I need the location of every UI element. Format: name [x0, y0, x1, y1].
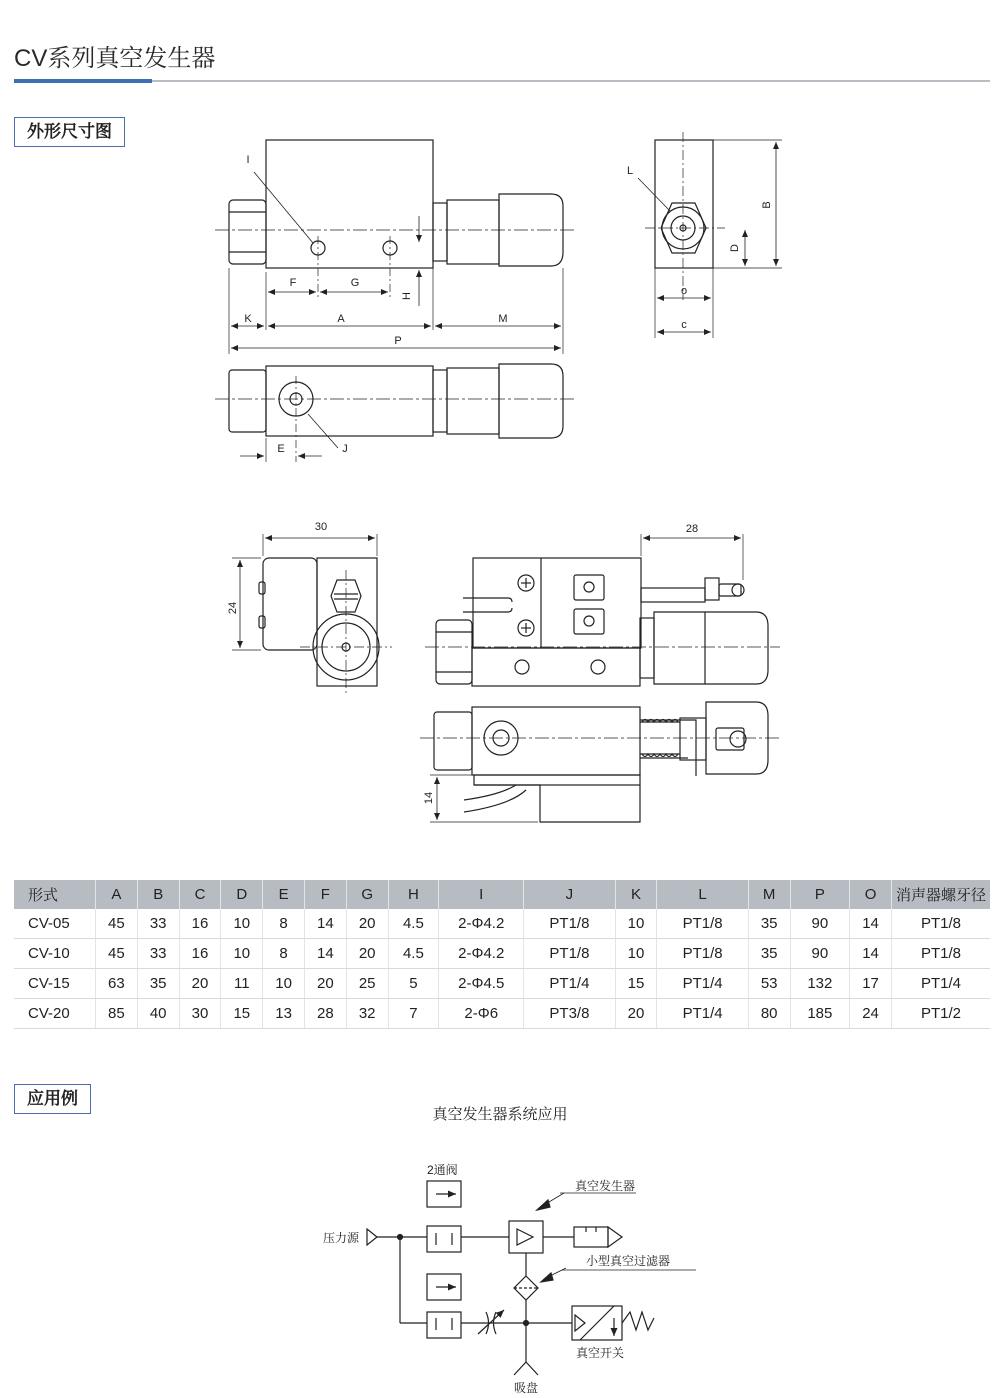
label-vacuum-switch: 真空开关 [576, 1346, 625, 1360]
label-K: K [244, 313, 252, 325]
table-cell: 20 [179, 969, 221, 999]
table-cell: 2-Φ6 [439, 999, 524, 1029]
table-cell: CV-10 [14, 939, 96, 969]
table-cell: 85 [96, 999, 138, 1029]
label-I: I [246, 154, 250, 166]
header-cell: G [346, 880, 388, 909]
label-L: L [626, 165, 634, 177]
table-cell: 30 [179, 999, 221, 1029]
header-cell: 形式 [14, 880, 96, 909]
table-cell: 185 [790, 999, 850, 1029]
label-suction-cup: 吸盘 [514, 1381, 539, 1395]
table-cell: 8 [263, 939, 305, 969]
two-way-valve-lower [427, 1274, 461, 1338]
header-cell: B [137, 880, 179, 909]
table-cell: 2-Φ4.2 [439, 939, 524, 969]
table-cell: 10 [615, 939, 657, 969]
header-cell: 消声器螺牙径 [892, 880, 991, 909]
table-cell: 16 [179, 939, 221, 969]
table-cell: 80 [748, 999, 790, 1029]
table-cell: 2-Φ4.2 [439, 909, 524, 939]
table-cell: 63 [96, 969, 138, 999]
header-cell: L [657, 880, 748, 909]
vacuum-switch-symbol [572, 1306, 654, 1340]
table-cell: 25 [346, 969, 388, 999]
header-cell: K [615, 880, 657, 909]
label-A: A [337, 313, 345, 325]
table-cell: 35 [748, 909, 790, 939]
table-cell: CV-15 [14, 969, 96, 999]
header-cell: A [96, 880, 138, 909]
label-E: E [277, 443, 285, 455]
table-cell: 14 [304, 909, 346, 939]
table-cell: PT1/8 [657, 909, 748, 939]
label-P: P [394, 335, 402, 347]
table-cell: 132 [790, 969, 850, 999]
label-M: M [498, 313, 508, 325]
header-cell: F [304, 880, 346, 909]
label-c: c [681, 319, 687, 331]
table-cell: 28 [304, 999, 346, 1029]
label-vacuum-generator: 真空发生器 [575, 1179, 636, 1193]
table-cell: 40 [137, 999, 179, 1029]
table-cell: 20 [304, 969, 346, 999]
table-cell: 35 [748, 939, 790, 969]
label-o: o [680, 285, 688, 297]
table-cell: 24 [850, 999, 892, 1029]
table-cell: PT1/8 [524, 939, 615, 969]
table-cell: 13 [263, 999, 305, 1029]
table-cell: PT1/8 [892, 939, 991, 969]
table-cell: 45 [96, 939, 138, 969]
table-cell: 32 [346, 999, 388, 1029]
table-cell: 15 [615, 969, 657, 999]
table-cell: PT1/2 [892, 999, 991, 1029]
application-title: 真空发生器系统应用 [432, 1106, 568, 1123]
table-cell: 4.5 [388, 909, 439, 939]
pressure-source-symbol [367, 1229, 377, 1245]
label-B: B [761, 201, 773, 209]
label-D: D [729, 244, 741, 252]
label-mini-vacuum-filter: 小型真空过滤器 [586, 1254, 671, 1268]
section-label-application: 应用例 [14, 1084, 91, 1114]
table-cell: 16 [179, 909, 221, 939]
table-cell: 20 [615, 999, 657, 1029]
table-cell: 33 [137, 939, 179, 969]
table-cell: 20 [346, 909, 388, 939]
table-cell: 90 [790, 939, 850, 969]
label-H: H [401, 292, 413, 300]
label-pressure-source: 压力源 [323, 1231, 360, 1245]
label-14: 14 [423, 791, 435, 805]
label-30: 30 [314, 521, 328, 533]
header-cell: O [850, 880, 892, 909]
header-cell: M [748, 880, 790, 909]
table-cell: PT1/4 [892, 969, 991, 999]
label-24: 24 [227, 601, 239, 615]
table-cell: PT1/8 [524, 909, 615, 939]
header-cell: I [439, 880, 524, 909]
header-cell: C [179, 880, 221, 909]
table-cell: PT1/8 [657, 939, 748, 969]
header-cell: H [388, 880, 439, 909]
header-cell: P [790, 880, 850, 909]
table-cell: 35 [137, 969, 179, 999]
table-cell: 45 [96, 909, 138, 939]
header-cell: D [221, 880, 263, 909]
table-cell: 53 [748, 969, 790, 999]
table-cell: 10 [221, 909, 263, 939]
label-F: F [289, 277, 297, 289]
label-28: 28 [685, 523, 699, 535]
page-title: CV系列真空发生器 [14, 45, 216, 72]
table-cell: 14 [850, 939, 892, 969]
mini-vacuum-filter-symbol [514, 1268, 566, 1300]
table-cell: 11 [221, 969, 263, 999]
table-cell: 10 [263, 969, 305, 999]
table-cell: 7 [388, 999, 439, 1029]
two-way-valve-upper [427, 1181, 461, 1252]
table-cell: 10 [615, 909, 657, 939]
table-cell: 10 [221, 939, 263, 969]
flow-control-symbol [478, 1310, 504, 1334]
label-J: J [342, 443, 348, 455]
table-cell: 14 [304, 939, 346, 969]
table-cell: 14 [850, 909, 892, 939]
table-cell: 8 [263, 909, 305, 939]
table-cell: PT3/8 [524, 999, 615, 1029]
table-cell: PT1/8 [892, 909, 991, 939]
table-cell: 2-Φ4.5 [439, 969, 524, 999]
table-cell: PT1/4 [657, 999, 748, 1029]
silencer-symbol [574, 1227, 622, 1247]
table-cell: PT1/4 [657, 969, 748, 999]
header-cell: J [524, 880, 615, 909]
vacuum-generator-symbol [509, 1193, 564, 1253]
table-cell: 90 [790, 909, 850, 939]
header-cell: E [263, 880, 305, 909]
suction-cup-symbol [514, 1362, 538, 1375]
section-label-dimensions: 外形尺寸图 [14, 117, 125, 147]
table-cell: PT1/4 [524, 969, 615, 999]
table-cell: 5 [388, 969, 439, 999]
table-cell: 20 [346, 939, 388, 969]
table-cell: 4.5 [388, 939, 439, 969]
table-cell: CV-20 [14, 999, 96, 1029]
table-cell: 15 [221, 999, 263, 1029]
label-G: G [350, 277, 360, 289]
table-cell: 33 [137, 909, 179, 939]
label-two-way-valve: 2通阀 [427, 1163, 458, 1177]
table-cell: CV-05 [14, 909, 96, 939]
table-cell: 17 [850, 969, 892, 999]
